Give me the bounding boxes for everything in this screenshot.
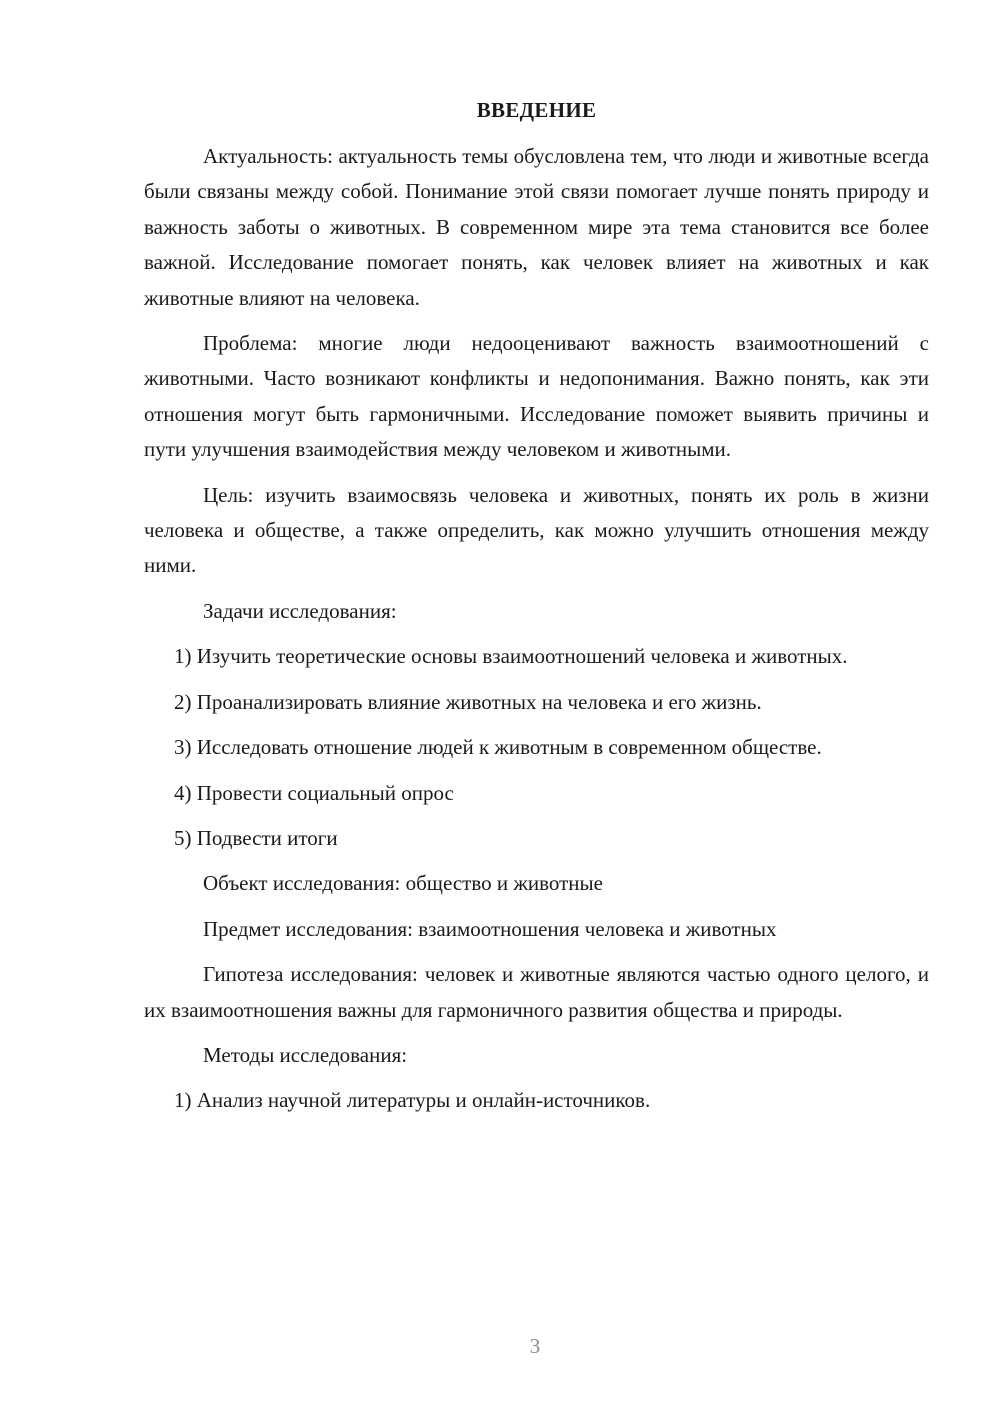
- method-item-1: 1) Анализ научной литературы и онлайн-источников.: [174, 1088, 651, 1113]
- problem-paragraph: Проблема: многие люди недооценивают важность взаимоотношений с животными. Часто возникают конфликты и недопонимания. Важно понять, как эти отношения могут быть гармоничными. Исследование поможет выявить причины и пути улучшения взаимодействия между человеком и животными.: [144, 331, 929, 462]
- task-item-3: 3) Исследовать отношение людей к животным в современном обществе.: [174, 735, 822, 760]
- task-item-4: 4) Провести социальный опрос: [174, 780, 454, 805]
- goal-paragraph: Цель: изучить взаимосвязь человека и животных, понять их роль в жизни человека и обществе, а также определить, как можно улучшить отношения между ними.: [144, 482, 929, 578]
- relevance-paragraph: Актуальность: актуальность темы обусловлена тем, что люди и животные всегда были связаны между собой. Понимание этой связи помогает лучше понять природу и важность заботы о животных. В современном мире эта тема становится все более важной. Исследование помогает понять, как человек влияет на животных и как животные влияют на человека.: [144, 144, 929, 310]
- methods-heading: Методы исследования:: [203, 1042, 408, 1067]
- subject-line: Предмет исследования: взаимоотношения человека и животных: [203, 916, 777, 941]
- page-number: 3: [529, 1334, 541, 1358]
- object-line: Объект исследования: общество и животные: [203, 871, 603, 896]
- section-title: ВВЕДЕНИЕ: [476, 98, 597, 122]
- task-item-1: 1) Изучить теоретические основы взаимоотношений человека и животных.: [174, 644, 848, 669]
- task-item-5: 5) Подвести итоги: [174, 825, 338, 850]
- task-item-2: 2) Проанализировать влияние животных на человека и его жизнь.: [174, 689, 762, 714]
- tasks-heading: Задачи исследования:: [203, 598, 397, 623]
- hypothesis-paragraph: Гипотеза исследования: человек и животные являются частью одного целого, и их взаимоотношения важны для гармоничного развития общества и природы.: [144, 962, 929, 1022]
- document-page: [144, 95, 929, 1129]
